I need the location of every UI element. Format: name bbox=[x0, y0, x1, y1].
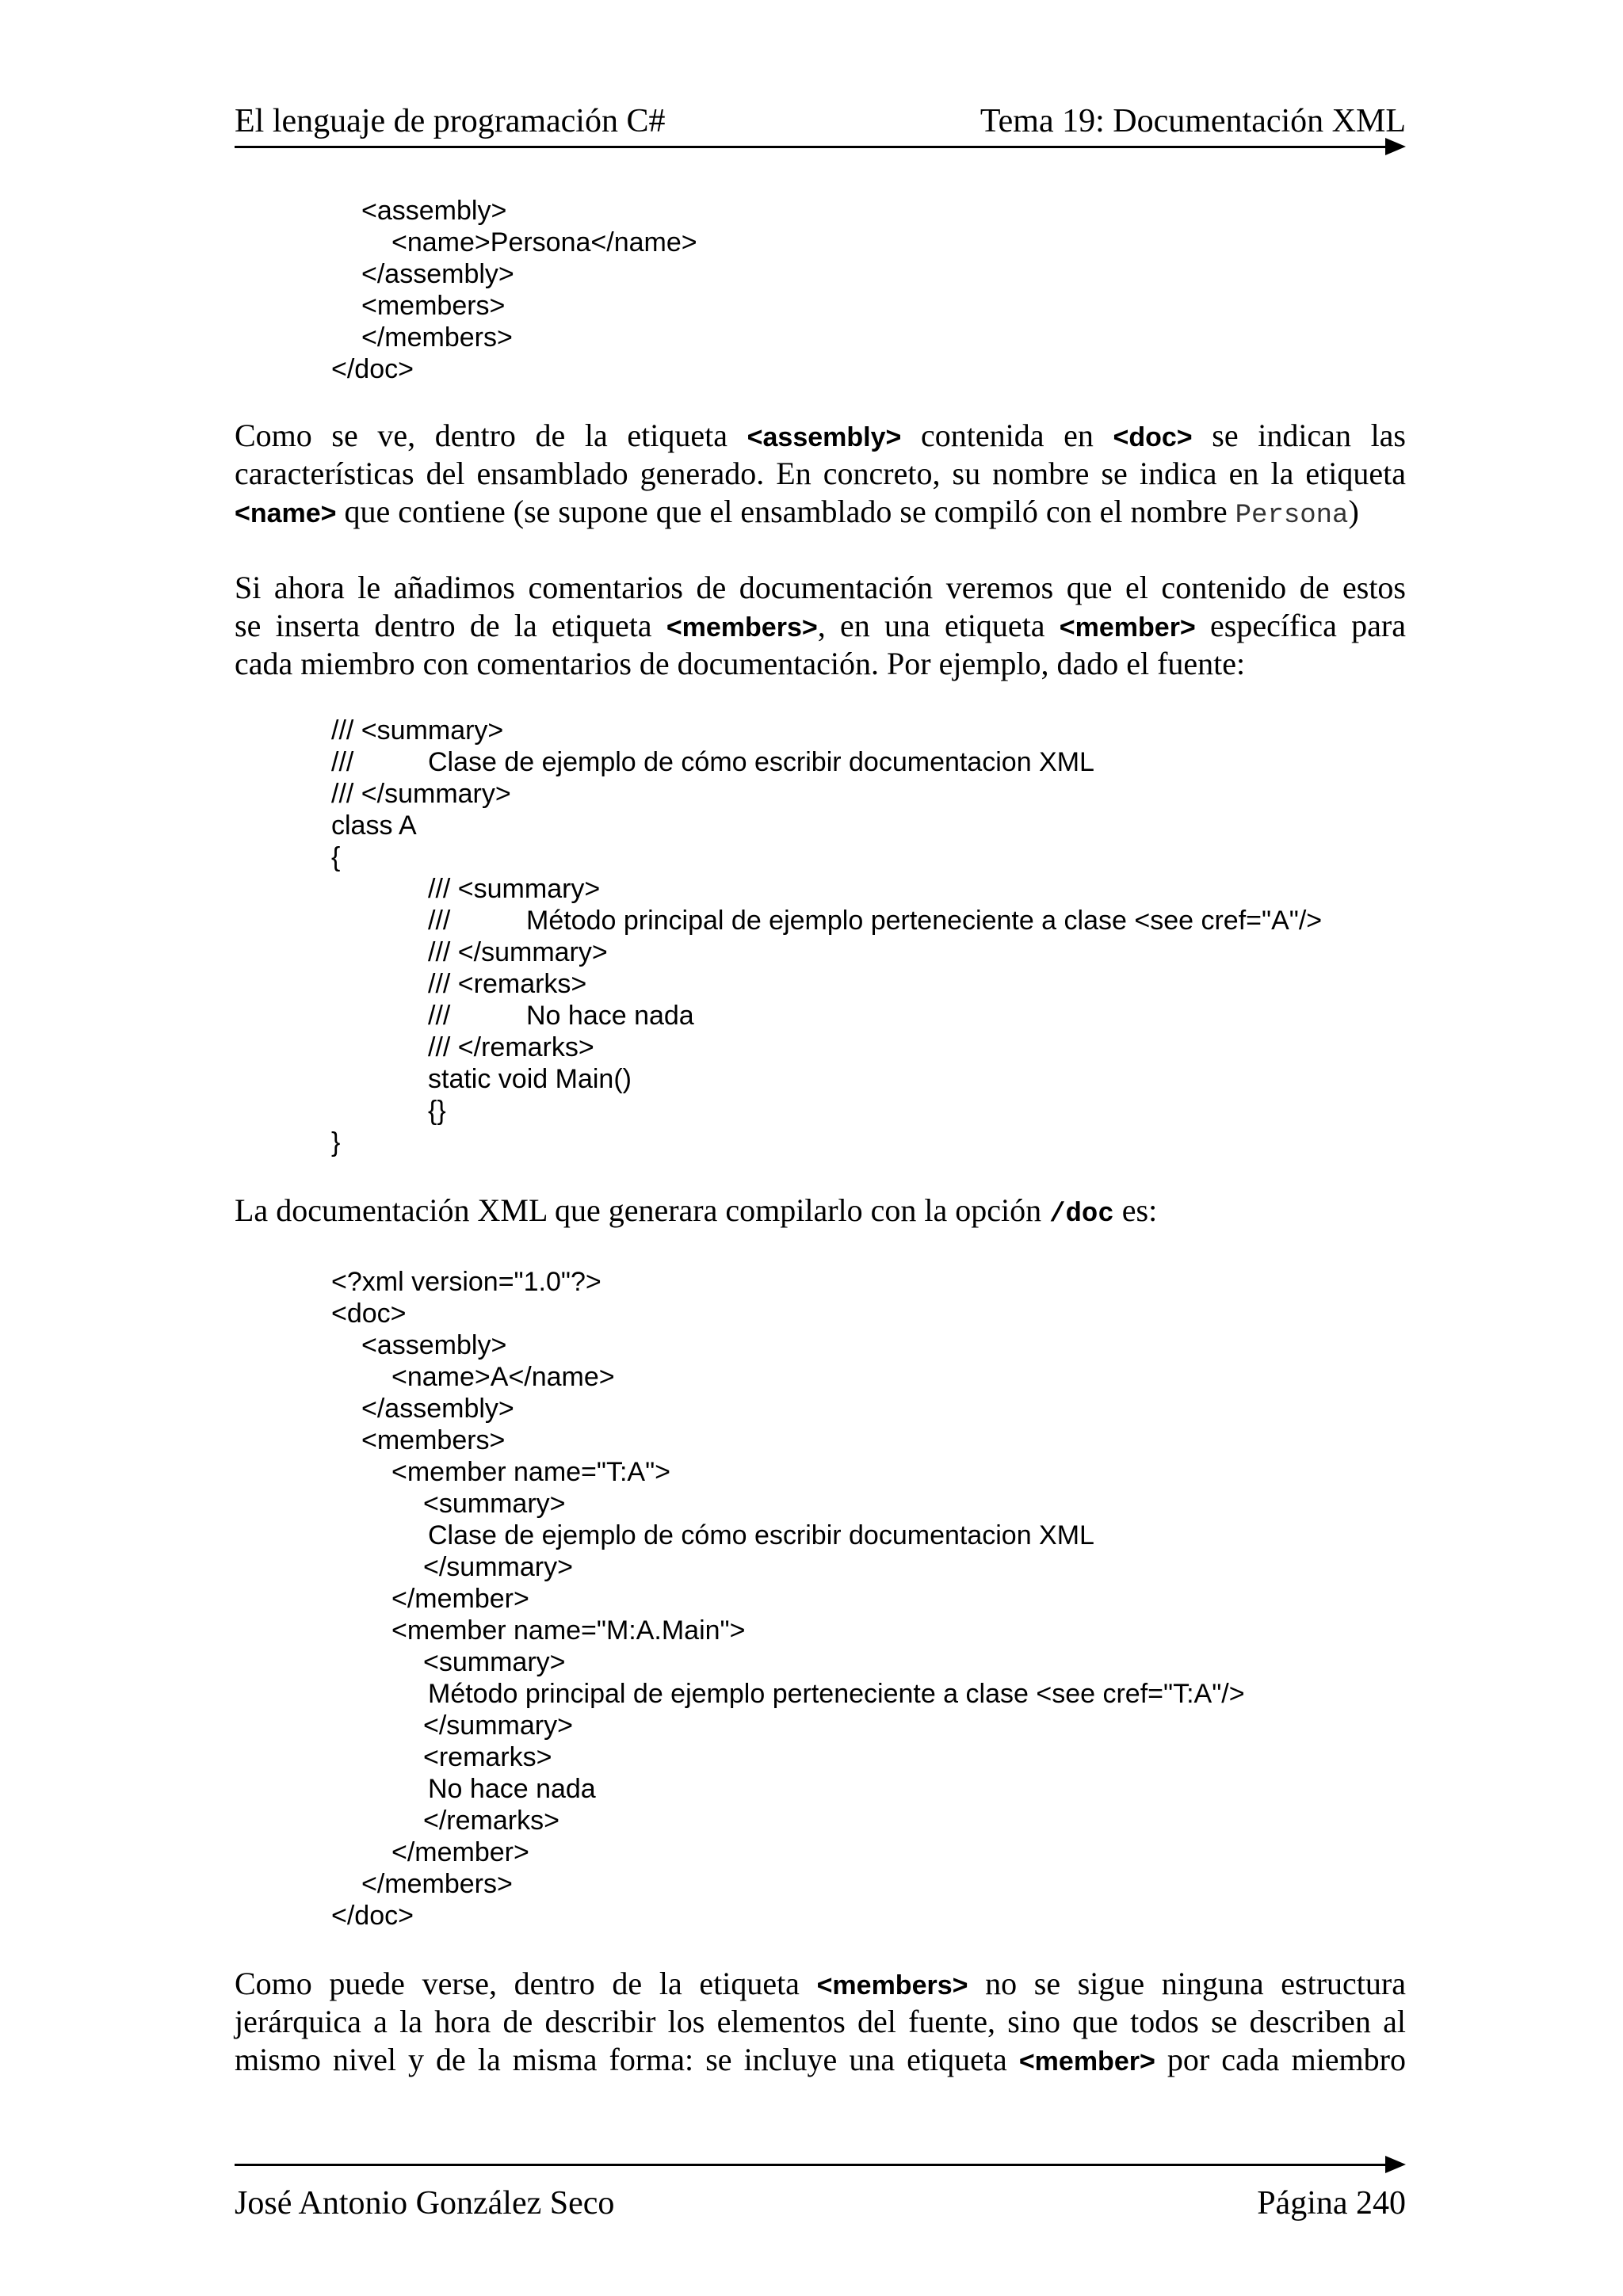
header-right: Tema 19: Documentación XML bbox=[980, 103, 1406, 139]
code-line: } bbox=[331, 1127, 341, 1158]
code-line: <members> bbox=[361, 291, 506, 321]
code-line: </summary> bbox=[423, 1552, 573, 1582]
paragraph-4 bbox=[235, 1965, 1406, 2079]
footer-right: Página 240 bbox=[1257, 2185, 1406, 2222]
code-line: Clase de ejemplo de cómo escribir documentacion XML bbox=[428, 1520, 1094, 1550]
header-arrow-icon bbox=[1385, 138, 1406, 155]
footer-arrow-icon bbox=[1385, 2156, 1406, 2173]
paragraph-line: Como puede verse, dentro de la etiqueta <members> no se sigue ninguna estructura bbox=[235, 1966, 1406, 2001]
code-line: </doc> bbox=[331, 1901, 414, 1931]
code-line: </members> bbox=[361, 1869, 513, 1899]
code-line: </assembly> bbox=[361, 1394, 514, 1424]
code-line: </doc> bbox=[331, 354, 414, 384]
code-line: /// </summary> bbox=[428, 937, 608, 967]
code-line: Clase de ejemplo de cómo escribir documentacion XML bbox=[428, 747, 1094, 777]
paragraph-line: características del ensamblado generado. En concreto, su nombre se indica en la etiqueta bbox=[235, 456, 1406, 491]
code-line: <summary> bbox=[423, 1489, 566, 1519]
paragraph-1 bbox=[235, 417, 1406, 531]
code-line: <name>A</name> bbox=[391, 1362, 615, 1392]
footer-left: José Antonio González Seco bbox=[235, 2185, 615, 2222]
code-line: </remarks> bbox=[423, 1806, 559, 1836]
code-line: /// <summary> bbox=[331, 715, 504, 746]
code-line: Método principal de ejemplo perteneciente a clase <see cref="A"/> bbox=[526, 906, 1323, 936]
code-line: class A bbox=[331, 810, 417, 841]
header-rule bbox=[235, 146, 1388, 148]
code-line: <?xml version="1.0"?> bbox=[331, 1267, 601, 1297]
code-line: <name>Persona</name> bbox=[391, 227, 697, 257]
paragraph-line: Como se ve, dentro de la etiqueta <assembly> contenida en <doc> se indican las bbox=[235, 418, 1406, 453]
code-line: /// </summary> bbox=[331, 779, 511, 809]
code-line: /// </remarks> bbox=[428, 1032, 594, 1062]
paragraph-line: La documentación XML que generara compilarlo con la opción /doc es: bbox=[235, 1192, 1158, 1230]
code-line: No hace nada bbox=[526, 1001, 694, 1031]
code-line: </assembly> bbox=[361, 259, 514, 289]
paragraph-3 bbox=[235, 1192, 1406, 1230]
code-line: /// <remarks> bbox=[428, 969, 587, 999]
code-line: /// bbox=[331, 747, 354, 777]
code-line: <assembly> bbox=[361, 196, 507, 226]
code-line: No hace nada bbox=[428, 1774, 596, 1804]
code-line: /// <summary> bbox=[428, 874, 601, 904]
paragraph-line: jerárquica a la hora de describir los elementos del fuente, sino que todos se describen al bbox=[235, 2004, 1406, 2039]
code-line: static void Main() bbox=[428, 1064, 632, 1094]
code-line: { bbox=[331, 842, 341, 872]
code-line: </member> bbox=[391, 1584, 529, 1614]
code-line: </summary> bbox=[423, 1711, 573, 1741]
code-line: <doc> bbox=[331, 1299, 407, 1329]
code-line: Método principal de ejemplo perteneciente a clase <see cref="T:A"/> bbox=[428, 1679, 1245, 1709]
code-line: </member> bbox=[391, 1837, 529, 1867]
header-left: El lenguaje de programación C# bbox=[235, 103, 666, 139]
code-line: <remarks> bbox=[423, 1742, 552, 1772]
paragraph-line: se inserta dentro de la etiqueta <members>, en una etiqueta <member> específica para bbox=[235, 608, 1406, 643]
code-line: <members> bbox=[361, 1425, 506, 1455]
paragraph-line: Si ahora le añadimos comentarios de documentación veremos que el contenido de estos bbox=[235, 570, 1406, 605]
footer-rule bbox=[235, 2164, 1388, 2166]
code-block-3 bbox=[0, 1266, 1623, 1963]
code-line: /// bbox=[428, 906, 451, 936]
paragraph-line: <name> que contiene (se supone que el ensamblado se compiló con el nombre Persona) bbox=[235, 494, 1359, 531]
code-line: <member name="M:A.Main"> bbox=[391, 1615, 746, 1646]
paragraph-2 bbox=[235, 569, 1406, 683]
code-line: <assembly> bbox=[361, 1330, 507, 1360]
code-line: </members> bbox=[361, 322, 513, 353]
code-line: {} bbox=[428, 1096, 446, 1126]
paragraph-line: cada miembro con comentarios de documentación. Por ejemplo, dado el fuente: bbox=[235, 646, 1246, 681]
code-block-1 bbox=[0, 195, 1623, 417]
paragraph-line: mismo nivel y de la misma forma: se incluye una etiqueta <member> por cada miembro bbox=[235, 2042, 1406, 2077]
code-line: /// bbox=[428, 1001, 451, 1031]
code-line: <summary> bbox=[423, 1647, 566, 1677]
code-line: <member name="T:A"> bbox=[391, 1457, 671, 1487]
